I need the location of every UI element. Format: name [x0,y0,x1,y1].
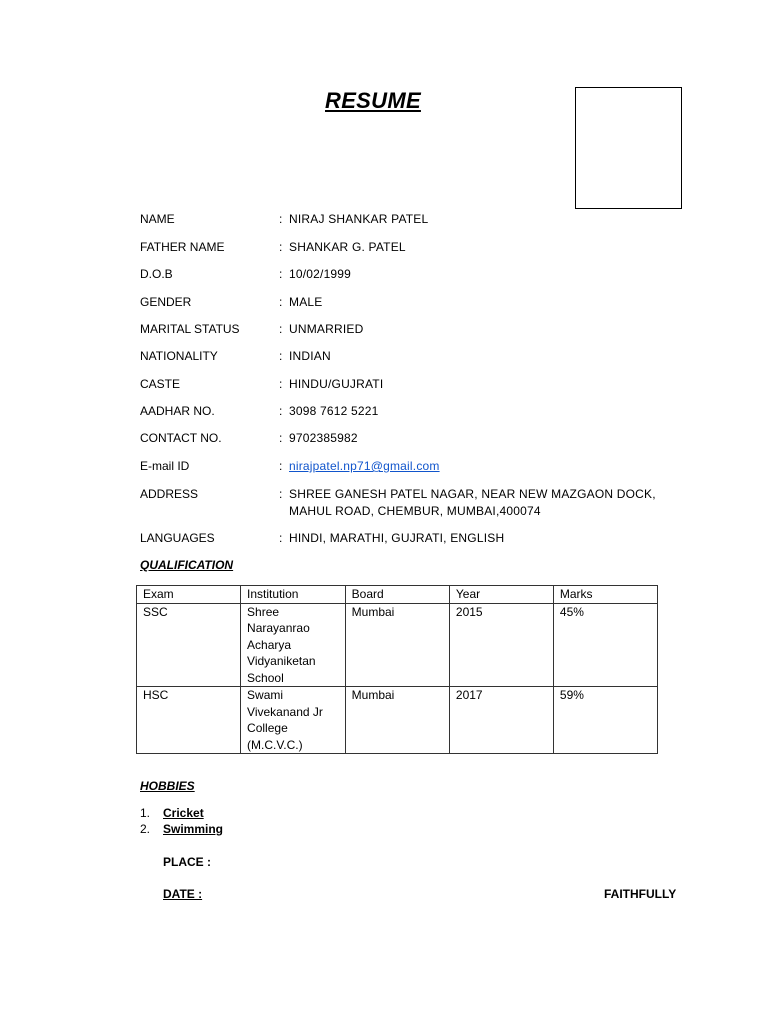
detail-value: NIRAJ SHANKAR PATEL [289,212,429,226]
column-header: Board [345,586,449,604]
detail-colon: : [279,349,283,363]
qualification-table [136,585,658,754]
hobbies-heading: HOBBIES [140,779,195,793]
detail-value: 9702385982 [289,431,358,445]
column-header: Year [449,586,553,604]
detail-label: CASTE [140,377,181,391]
column-header: Exam [137,586,241,604]
table-cell: 2015 [449,603,553,687]
photo-placeholder [575,87,682,209]
detail-label: D.O.B [140,267,173,281]
detail-colon: : [279,459,283,473]
table-cell: Mumbai [345,687,449,754]
table-cell: Mumbai [345,603,449,687]
email-link[interactable]: nirajpatel.np71@gmail.com [289,459,440,473]
detail-value: SHREE GANESH PATEL NAGAR, NEAR NEW MAZGAON DOCK, MAHUL ROAD, CHEMBUR, MUMBAI,400074 [289,487,656,518]
detail-colon: : [279,322,283,336]
detail-colon: : [279,240,283,254]
detail-colon: : [279,531,283,545]
hobby-label: Cricket [163,806,204,820]
detail-value: SHANKAR G. PATEL [289,240,406,254]
list-number: 1. [140,806,151,820]
detail-label: MARITAL STATUS [140,322,240,336]
detail-value: MALE [289,295,323,309]
detail-value: HINDI, MARATHI, GUJRATI, ENGLISH [289,531,505,545]
detail-label: NATIONALITY [140,349,218,363]
detail-label: E-mail ID [140,459,190,473]
qualification-heading: QUALIFICATION [140,558,234,572]
detail-value: 10/02/1999 [289,267,352,281]
table-row [137,687,658,754]
column-header: Institution [241,586,346,604]
table-row [137,603,658,687]
list-number: 2. [140,822,151,836]
table-cell: Swami Vivekanand Jr College (M.C.V.C.) [241,687,346,754]
detail-value: INDIAN [289,349,331,363]
detail-colon: : [279,295,283,309]
detail-label: NAME [140,212,175,226]
detail-value: 3098 7612 5221 [289,404,379,418]
table-cell: SSC [137,603,241,687]
detail-colon: : [279,212,283,226]
detail-value: HINDU/GUJRATI [289,377,384,391]
detail-value [289,458,669,475]
table-cell: 59% [553,687,657,754]
date-label: DATE : [163,887,203,901]
faithfully-label: FAITHFULLY [604,887,677,901]
detail-label: FATHER NAME [140,240,225,254]
table-header-row [137,586,658,604]
table-cell: 2017 [449,687,553,754]
resume-title: RESUME [325,88,421,113]
table-cell: 45% [553,603,657,687]
detail-value: UNMARRIED [289,322,364,336]
detail-label: ADDRESS [140,487,199,501]
table-cell: HSC [137,687,241,754]
detail-colon: : [279,267,283,281]
column-header: Marks [553,586,657,604]
detail-colon: : [279,487,283,501]
detail-colon: : [279,431,283,445]
detail-label: LANGUAGES [140,531,215,545]
detail-label: AADHAR NO. [140,404,215,418]
detail-label: GENDER [140,295,192,309]
table-cell: Shree Narayanrao Acharya Vidyaniketan School [241,603,346,687]
detail-colon: : [279,404,283,418]
place-label: PLACE : [163,855,211,869]
detail-label: CONTACT NO. [140,431,222,445]
detail-colon: : [279,377,283,391]
hobby-label: Swimming [163,822,224,836]
